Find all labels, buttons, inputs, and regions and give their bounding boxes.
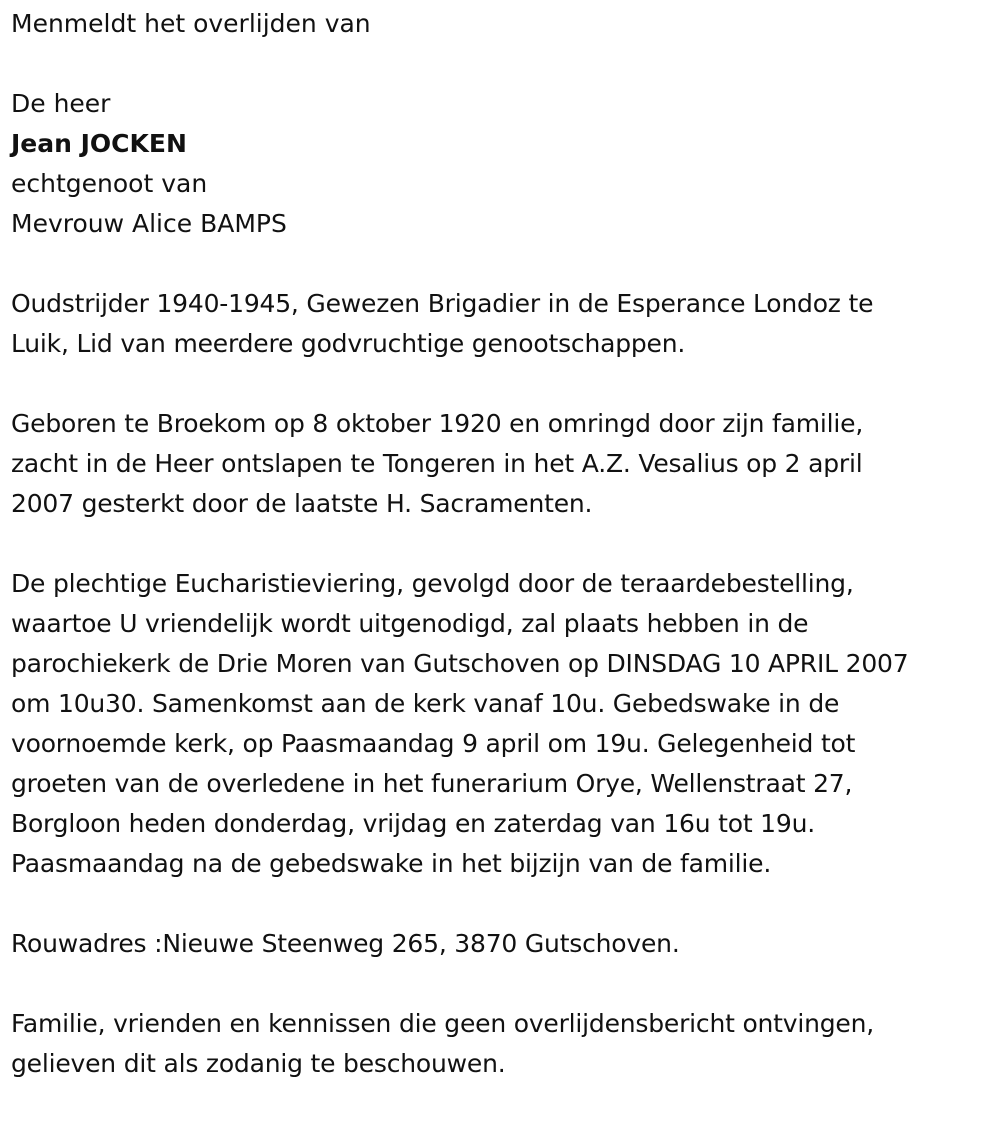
paragraph-mourning-address [11, 924, 986, 964]
paragraph-closing-note [11, 1004, 986, 1084]
spacer [11, 44, 986, 84]
spacer [11, 244, 986, 284]
spouse-name: Mevrouw Alice BAMPS [11, 209, 287, 238]
deceased-name: Jean JOCKEN [11, 129, 187, 158]
spacer [11, 884, 986, 924]
paragraph-line: zacht in de Heer ontslapen te Tongeren in het A.Z. Vesalius op 2 april [11, 449, 863, 478]
paragraph-veteran [11, 284, 986, 364]
paragraph-line: voornoemde kerk, op Paasmaandag 9 april om 19u. Gelegenheid tot [11, 729, 856, 758]
paragraph-line: 2007 gesterkt door de laatste H. Sacramenten. [11, 489, 593, 518]
spacer [11, 524, 986, 564]
salutation: De heer [11, 89, 111, 118]
paragraph-line: gelieven dit als zodanig te beschouwen. [11, 1049, 506, 1078]
paragraph-line: De plechtige Eucharistieviering, gevolgd door de teraardebestelling, [11, 569, 854, 598]
paragraph-line: Geboren te Broekom op 8 oktober 1920 en omringd door zijn familie, [11, 409, 864, 438]
paragraph-line: groeten van de overledene in het funerarium Orye, Wellenstraat 27, [11, 769, 853, 798]
paragraph-line: waartoe U vriendelijk wordt uitgenodigd, zal plaats hebben in de [11, 609, 809, 638]
paragraph-line: Borgloon heden donderdag, vrijdag en zaterdag van 16u tot 19u. [11, 809, 815, 838]
paragraph-funeral-service [11, 564, 986, 884]
paragraph-line: om 10u30. Samenkomst aan de kerk vanaf 10u. Gebedswake in de [11, 689, 840, 718]
paragraph-line: parochiekerk de Drie Moren van Gutschoven op DINSDAG 10 APRIL 2007 [11, 649, 909, 678]
paragraph-line: Luik, Lid van meerdere godvruchtige genootschappen. [11, 329, 686, 358]
paragraph-line: Familie, vrienden en kennissen die geen overlijdensbericht ontvingen, [11, 1009, 875, 1038]
paragraph-line: Paasmaandag na de gebedswake in het bijzijn van de familie. [11, 849, 772, 878]
spacer [11, 964, 986, 1004]
intro-text: Menmeldt het overlijden van [11, 9, 371, 38]
paragraph-birth-death [11, 404, 986, 524]
relation-text: echtgenoot van [11, 169, 208, 198]
paragraph-line: Oudstrijder 1940-1945, Gewezen Brigadier in de Esperance Londoz te [11, 289, 874, 318]
paragraph-line: Rouwadres :Nieuwe Steenweg 265, 3870 Gutschoven. [11, 929, 680, 958]
spacer [11, 364, 986, 404]
